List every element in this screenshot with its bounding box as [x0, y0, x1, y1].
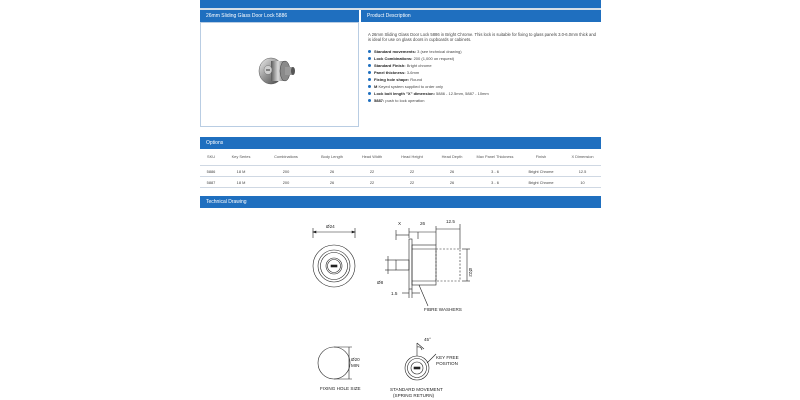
- feature-item: [368, 90, 596, 97]
- bullet-icon: [368, 71, 371, 74]
- feature-value: 3-6mm: [406, 70, 420, 75]
- front-view: [313, 228, 355, 287]
- feature-value: 5886 - 12.5mm, 5887 - 10mm: [436, 91, 489, 96]
- table-cell: 200: [260, 166, 312, 177]
- table-cell: 26: [432, 166, 472, 177]
- feature-list: [368, 48, 596, 104]
- key-free-label-2: POSITION: [436, 361, 458, 366]
- table-cell: 22: [352, 177, 392, 188]
- options-column-header: Head Depth: [441, 153, 463, 159]
- feature-label: Lock Combinations:: [374, 56, 413, 61]
- technical-drawing: [200, 208, 601, 400]
- dim-dia22: Ø22: [468, 268, 473, 277]
- fixing-hole-view: [318, 347, 352, 379]
- feature-value: Keyed system supplied to order only: [378, 84, 443, 89]
- bullet-icon: [368, 50, 371, 53]
- options-column-header: Head Width: [361, 153, 383, 159]
- feature-item: [368, 76, 596, 83]
- options-column-header: SKU: [207, 153, 215, 159]
- table-cell: 3 - 6: [472, 166, 518, 177]
- fixing-hole-size-label: FIXING HOLE SIZE: [320, 386, 361, 391]
- table-cell: 22: [392, 166, 432, 177]
- table-row: [200, 166, 601, 177]
- table-cell: 10: [564, 177, 601, 188]
- standard-movement-label-1: STANDARD MOVEMENT: [390, 387, 443, 392]
- options-table: [200, 149, 601, 188]
- table-cell: 18 M: [222, 166, 260, 177]
- product-title: 26mm Sliding Glass Door Lock 5886: [206, 13, 288, 19]
- dim-12-5: 12.5: [446, 219, 455, 224]
- dim-min: MIN: [351, 363, 360, 368]
- table-cell: 22: [392, 177, 432, 188]
- dim-dia24: Ø24: [326, 224, 335, 229]
- feature-value: push to lock operation: [385, 98, 425, 103]
- top-banner: [200, 0, 601, 8]
- angle-label: 45°: [424, 337, 431, 342]
- bullet-icon: [368, 64, 371, 67]
- table-cell: 18 M: [222, 177, 260, 188]
- options-table-header-row: [200, 149, 601, 166]
- feature-value: Bright chrome: [406, 63, 432, 68]
- table-cell: 3 - 6: [472, 177, 518, 188]
- technical-drawing-header-label: Technical Drawing: [206, 199, 247, 205]
- dim-dia20: Ø20: [351, 357, 360, 362]
- table-row: [200, 177, 601, 188]
- description-header: [361, 10, 601, 22]
- options-header: [200, 137, 601, 149]
- table-cell: Bright Chrome: [518, 177, 564, 188]
- options-column-header: Finish: [535, 153, 547, 159]
- table-cell: 200: [260, 177, 312, 188]
- product-description: A 26mm Sliding Glass Door Lock 5886 in Bright Chrome. This lock is suitable for fixing to glass panels 3.0-6.0mm thick and is ideal for use on glass doors in cupboards or cabinets.: [368, 32, 597, 43]
- table-cell: 26: [432, 177, 472, 188]
- options-column-header: X Dimension: [571, 153, 594, 159]
- table-cell: 12.5: [564, 166, 601, 177]
- options-column-header: Head Height: [401, 153, 423, 159]
- feature-label: Panel thickness:: [374, 70, 406, 75]
- table-cell: 26: [312, 166, 352, 177]
- side-view: [385, 224, 470, 306]
- feature-value: 200 (1,000 on request): [413, 56, 455, 61]
- product-title-header: [200, 10, 359, 22]
- dim-1-5: 1.5: [391, 291, 398, 296]
- key-free-label-1: KEY FREE: [436, 355, 459, 360]
- feature-value: Round: [410, 77, 423, 82]
- lock-product-image: [201, 23, 358, 126]
- table-cell: 26: [312, 177, 352, 188]
- standard-movement-view: [405, 343, 436, 380]
- fibre-washers-label: FIBRE WASHERS: [424, 307, 462, 312]
- options-column-header: Body Length: [321, 153, 343, 159]
- table-cell: 22: [352, 166, 392, 177]
- bullet-icon: [368, 85, 371, 88]
- table-cell: 5886: [200, 166, 222, 177]
- feature-item: [368, 69, 596, 76]
- options-column-header: Key Series: [231, 153, 251, 159]
- feature-value: 3 (see technical drawing): [417, 49, 462, 54]
- bullet-icon: [368, 92, 371, 95]
- description-header-label: Product Description: [367, 13, 411, 19]
- bullet-icon: [368, 99, 371, 102]
- table-cell: Bright Chrome: [518, 166, 564, 177]
- options-column-header: Combinations: [274, 153, 298, 159]
- standard-movement-label-2: (SPRING RETURN): [393, 393, 435, 398]
- feature-label: 5887:: [374, 98, 385, 103]
- feature-label: Lock bolt length "X" dimension:: [374, 91, 435, 96]
- technical-drawing-header: [200, 196, 601, 208]
- feature-item: [368, 83, 596, 90]
- feature-item: [368, 48, 596, 55]
- bullet-icon: [368, 57, 371, 60]
- bullet-icon: [368, 78, 371, 81]
- dim-26: 26: [420, 221, 426, 226]
- feature-label: Fixing hole shape:: [374, 77, 410, 82]
- table-cell: 5887: [200, 177, 222, 188]
- feature-label: Standard Finish:: [374, 63, 406, 68]
- options-header-label: Options: [206, 140, 224, 146]
- feature-label: Standard movements:: [374, 49, 417, 54]
- feature-item: [368, 55, 596, 62]
- feature-item: [368, 97, 596, 104]
- options-column-header: Max Panel Thickness: [476, 153, 514, 159]
- feature-item: [368, 62, 596, 69]
- feature-label: M: [374, 84, 378, 89]
- product-image-panel: [200, 22, 359, 127]
- dim-dia8: Ø8: [377, 280, 384, 285]
- dim-x: X: [398, 221, 402, 226]
